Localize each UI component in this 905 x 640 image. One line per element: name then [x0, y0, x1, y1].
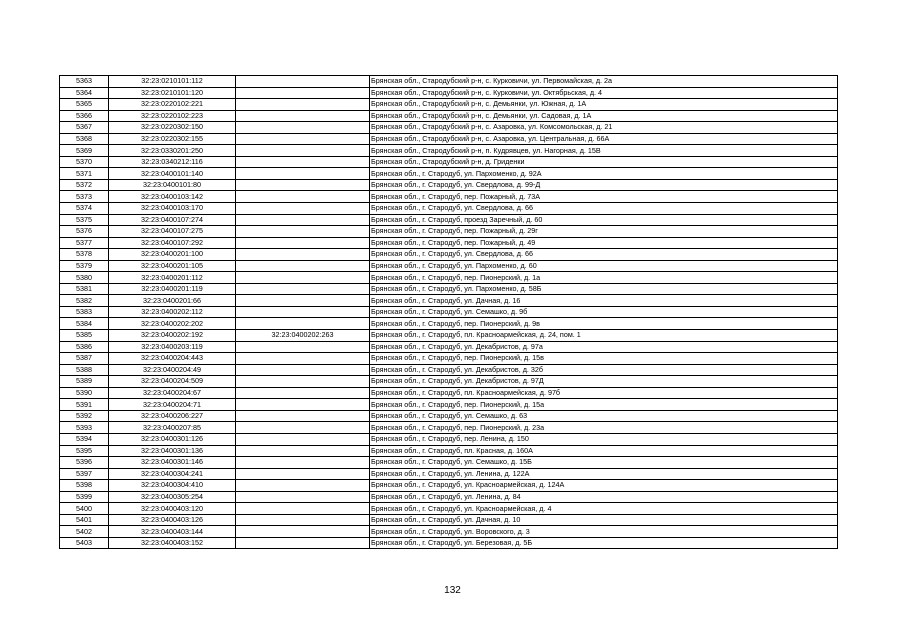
row-number-cell: 5377: [60, 237, 109, 249]
address-cell: Брянская обл., г. Стародуб, ул. Ленина, д. 122А: [370, 468, 838, 480]
address-cell: Брянская обл., Стародубский р-н, с. Азаровка, ул. Комсомольская, д. 21: [370, 122, 838, 134]
cadastral-number-cell: 32:23:0400403:144: [109, 526, 236, 538]
linked-cadastral-number-cell: [236, 306, 370, 318]
row-number-cell: 5382: [60, 295, 109, 307]
row-number-cell: 5396: [60, 457, 109, 469]
cadastral-number-cell: 32:23:0400101:140: [109, 168, 236, 180]
table-row: [60, 122, 838, 134]
row-number-cell: 5393: [60, 422, 109, 434]
row-number-cell: 5373: [60, 191, 109, 203]
cadastral-number-cell: 32:23:0210101:112: [109, 76, 236, 88]
cadastral-number-cell: 32:23:0400207:85: [109, 422, 236, 434]
row-number-cell: 5367: [60, 122, 109, 134]
table-row: [60, 364, 838, 376]
table-row: [60, 376, 838, 388]
address-cell: Брянская обл., г. Стародуб, ул. Пархоменко, д. 58Б: [370, 283, 838, 295]
cadastral-number-cell: 32:23:0400107:292: [109, 237, 236, 249]
address-cell: Брянская обл., Стародубский р-н, с. Курковичи, ул. Октябрьская, д. 4: [370, 87, 838, 99]
address-cell: Брянская обл., Стародубский р-н, с. Демьянки, ул. Южная, д. 1А: [370, 99, 838, 111]
row-number-cell: 5395: [60, 445, 109, 457]
row-number-cell: 5403: [60, 537, 109, 549]
row-number-cell: 5365: [60, 99, 109, 111]
table-row: [60, 237, 838, 249]
address-cell: Брянская обл., г. Стародуб, пл. Красноармейская, д. 24, пом. 1: [370, 330, 838, 342]
cadastral-number-cell: 32:23:0220102:223: [109, 110, 236, 122]
cadastral-number-cell: 32:23:0400305:254: [109, 491, 236, 503]
linked-cadastral-number-cell: [236, 76, 370, 88]
address-cell: Брянская обл., Стародубский р-н, с. Демьянки, ул. Садовая, д. 1А: [370, 110, 838, 122]
linked-cadastral-number-cell: [236, 376, 370, 388]
table-row: [60, 433, 838, 445]
linked-cadastral-number-cell: [236, 145, 370, 157]
address-cell: Брянская обл., г. Стародуб, пер. Пионерский, д. 15в: [370, 353, 838, 365]
address-cell: Брянская обл., г. Стародуб, пл. Красная, д. 160А: [370, 445, 838, 457]
row-number-cell: 5368: [60, 133, 109, 145]
cadastral-number-cell: 32:23:0400103:142: [109, 191, 236, 203]
table-row: [60, 410, 838, 422]
table-row: [60, 387, 838, 399]
address-cell: Брянская обл., г. Стародуб, ул. Дачная, д. 10: [370, 514, 838, 526]
linked-cadastral-number-cell: [236, 457, 370, 469]
row-number-cell: 5394: [60, 433, 109, 445]
row-number-cell: 5399: [60, 491, 109, 503]
table-row: [60, 468, 838, 480]
linked-cadastral-number-cell: [236, 260, 370, 272]
linked-cadastral-number-cell: [236, 537, 370, 549]
linked-cadastral-number-cell: [236, 156, 370, 168]
linked-cadastral-number-cell: [236, 318, 370, 330]
row-number-cell: 5379: [60, 260, 109, 272]
table-row: [60, 330, 838, 342]
address-cell: Брянская обл., г. Стародуб, ул. Семашко, д. 9б: [370, 306, 838, 318]
cadastral-number-cell: 32:23:0400204:509: [109, 376, 236, 388]
address-cell: Брянская обл., г. Стародуб, ул. Свердлова, д. 99-Д: [370, 179, 838, 191]
address-cell: Брянская обл., г. Стародуб, проезд Заречный, д. 60: [370, 214, 838, 226]
cadastral-number-cell: 32:23:0400107:275: [109, 226, 236, 238]
table-row: [60, 249, 838, 261]
table-row: [60, 191, 838, 203]
address-cell: Брянская обл., г. Стародуб, пер. Пионерский, д. 23а: [370, 422, 838, 434]
address-cell: Брянская обл., г. Стародуб, ул. Пархоменко, д. 92А: [370, 168, 838, 180]
cadastral-number-cell: 32:23:0400301:146: [109, 457, 236, 469]
address-cell: Брянская обл., г. Стародуб, ул. Семашко, д. 15Б: [370, 457, 838, 469]
cadastral-number-cell: 32:23:0400204:71: [109, 399, 236, 411]
linked-cadastral-number-cell: [236, 99, 370, 111]
row-number-cell: 5370: [60, 156, 109, 168]
linked-cadastral-number-cell: [236, 133, 370, 145]
address-cell: Брянская обл., г. Стародуб, пер. Пионерский, д. 1а: [370, 272, 838, 284]
cadastral-number-cell: 32:23:0220102:221: [109, 99, 236, 111]
table-row: [60, 145, 838, 157]
row-number-cell: 5381: [60, 283, 109, 295]
table-body: [60, 76, 838, 549]
table-row: [60, 399, 838, 411]
cadastral-number-cell: 32:23:0400201:66: [109, 295, 236, 307]
address-cell: Брянская обл., г. Стародуб, пер. Пожарный, д. 29г: [370, 226, 838, 238]
linked-cadastral-number-cell: [236, 249, 370, 261]
cadastral-number-cell: 32:23:0400206:227: [109, 410, 236, 422]
address-cell: Брянская обл., г. Стародуб, ул. Ленина, д. 84: [370, 491, 838, 503]
linked-cadastral-number-cell: [236, 203, 370, 215]
linked-cadastral-number-cell: [236, 168, 370, 180]
table-row: [60, 110, 838, 122]
linked-cadastral-number-cell: [236, 410, 370, 422]
row-number-cell: 5400: [60, 503, 109, 515]
linked-cadastral-number-cell: [236, 226, 370, 238]
cadastral-number-cell: 32:23:0400202:202: [109, 318, 236, 330]
row-number-cell: 5378: [60, 249, 109, 261]
address-cell: Брянская обл., г. Стародуб, ул. Воровского, д. 3: [370, 526, 838, 538]
table-row: [60, 214, 838, 226]
table-row: [60, 295, 838, 307]
address-cell: Брянская обл., г. Стародуб, ул. Пархоменко, д. 60: [370, 260, 838, 272]
cadastral-number-cell: 32:23:0400304:410: [109, 480, 236, 492]
linked-cadastral-number-cell: [236, 110, 370, 122]
address-cell: Брянская обл., г. Стародуб, ул. Свердлова, д. 66: [370, 203, 838, 215]
cadastral-number-cell: 32:23:0400301:126: [109, 433, 236, 445]
linked-cadastral-number-cell: [236, 272, 370, 284]
cadastral-number-cell: 32:23:0400203:119: [109, 341, 236, 353]
table-row: [60, 318, 838, 330]
cadastral-number-cell: 32:23:0400201:100: [109, 249, 236, 261]
linked-cadastral-number-cell: [236, 514, 370, 526]
cadastral-number-cell: 32:23:0330201:250: [109, 145, 236, 157]
row-number-cell: 5390: [60, 387, 109, 399]
cadastral-number-cell: 32:23:0400204:67: [109, 387, 236, 399]
linked-cadastral-number-cell: [236, 214, 370, 226]
address-cell: Брянская обл., г. Стародуб, пл. Красноармейская, д. 97б: [370, 387, 838, 399]
linked-cadastral-number-cell: [236, 445, 370, 457]
table-row: [60, 526, 838, 538]
linked-cadastral-number-cell: [236, 422, 370, 434]
linked-cadastral-number-cell: [236, 341, 370, 353]
cadastral-number-cell: 32:23:0210101:120: [109, 87, 236, 99]
linked-cadastral-number-cell: [236, 353, 370, 365]
linked-cadastral-number-cell: [236, 283, 370, 295]
table-row: [60, 491, 838, 503]
linked-cadastral-number-cell: [236, 491, 370, 503]
cadastral-number-cell: 32:23:0400403:120: [109, 503, 236, 515]
cadastral-number-cell: 32:23:0400304:241: [109, 468, 236, 480]
table-row: [60, 168, 838, 180]
cadastral-number-cell: 32:23:0400201:112: [109, 272, 236, 284]
cadastral-number-cell: 32:23:0400301:136: [109, 445, 236, 457]
table-row: [60, 457, 838, 469]
row-number-cell: 5391: [60, 399, 109, 411]
row-number-cell: 5385: [60, 330, 109, 342]
address-cell: Брянская обл., г. Стародуб, пер. Пионерский, д. 9в: [370, 318, 838, 330]
row-number-cell: 5384: [60, 318, 109, 330]
linked-cadastral-number-cell: [236, 364, 370, 376]
linked-cadastral-number-cell: 32:23:0400202:263: [236, 330, 370, 342]
cadastral-number-cell: 32:23:0400204:443: [109, 353, 236, 365]
row-number-cell: 5380: [60, 272, 109, 284]
table-row: [60, 87, 838, 99]
linked-cadastral-number-cell: [236, 503, 370, 515]
row-number-cell: 5401: [60, 514, 109, 526]
address-cell: Брянская обл., г. Стародуб, ул. Свердлова, д. 66: [370, 249, 838, 261]
row-number-cell: 5363: [60, 76, 109, 88]
address-cell: Брянская обл., Стародубский р-н, с. Азаровка, ул. Центральная, д. 66А: [370, 133, 838, 145]
cadastral-number-cell: 32:23:0400403:126: [109, 514, 236, 526]
table-row: [60, 341, 838, 353]
page-number: 132: [444, 585, 461, 596]
cadastral-number-cell: 32:23:0400107:274: [109, 214, 236, 226]
address-cell: Брянская обл., г. Стародуб, ул. Декабристов, д. 97а: [370, 341, 838, 353]
cadastral-number-cell: 32:23:0340212:116: [109, 156, 236, 168]
address-cell: Брянская обл., г. Стародуб, пер. Ленина, д. 150: [370, 433, 838, 445]
table-row: [60, 283, 838, 295]
table-row: [60, 179, 838, 191]
row-number-cell: 5383: [60, 306, 109, 318]
row-number-cell: 5386: [60, 341, 109, 353]
address-cell: Брянская обл., Стародубский р-н, д. Гриденки: [370, 156, 838, 168]
row-number-cell: 5397: [60, 468, 109, 480]
address-cell: Брянская обл., Стародубский р-н, п. Кудрявцев, ул. Нагорная, д. 15В: [370, 145, 838, 157]
linked-cadastral-number-cell: [236, 399, 370, 411]
cadastral-number-cell: 32:23:0400403:152: [109, 537, 236, 549]
table-row: [60, 514, 838, 526]
table-row: [60, 445, 838, 457]
row-number-cell: 5366: [60, 110, 109, 122]
address-cell: Брянская обл., г. Стародуб, ул. Декабристов, д. 32б: [370, 364, 838, 376]
row-number-cell: 5364: [60, 87, 109, 99]
address-cell: Брянская обл., г. Стародуб, ул. Красноармейская, д. 4: [370, 503, 838, 515]
address-cell: Брянская обл., г. Стародуб, пер. Пионерский, д. 15а: [370, 399, 838, 411]
linked-cadastral-number-cell: [236, 191, 370, 203]
row-number-cell: 5398: [60, 480, 109, 492]
table-row: [60, 133, 838, 145]
table-row: [60, 503, 838, 515]
table-row: [60, 480, 838, 492]
linked-cadastral-number-cell: [236, 179, 370, 191]
row-number-cell: 5372: [60, 179, 109, 191]
linked-cadastral-number-cell: [236, 433, 370, 445]
row-number-cell: 5388: [60, 364, 109, 376]
cadastral-number-cell: 32:23:0400202:192: [109, 330, 236, 342]
table-row: [60, 156, 838, 168]
cadastral-number-cell: 32:23:0220302:150: [109, 122, 236, 134]
row-number-cell: 5402: [60, 526, 109, 538]
row-number-cell: 5389: [60, 376, 109, 388]
address-cell: Брянская обл., г. Стародуб, пер. Пожарный, д. 49: [370, 237, 838, 249]
table-row: [60, 260, 838, 272]
cadastral-number-cell: 32:23:0400103:170: [109, 203, 236, 215]
row-number-cell: 5369: [60, 145, 109, 157]
linked-cadastral-number-cell: [236, 295, 370, 307]
address-cell: Брянская обл., Стародубский р-н, с. Курковичи, ул. Первомайская, д. 2а: [370, 76, 838, 88]
linked-cadastral-number-cell: [236, 468, 370, 480]
table-row: [60, 226, 838, 238]
cadastral-number-cell: 32:23:0400204:49: [109, 364, 236, 376]
row-number-cell: 5392: [60, 410, 109, 422]
linked-cadastral-number-cell: [236, 237, 370, 249]
table-row: [60, 353, 838, 365]
row-number-cell: 5376: [60, 226, 109, 238]
cadastral-number-cell: 32:23:0400201:119: [109, 283, 236, 295]
address-cell: Брянская обл., г. Стародуб, ул. Красноармейская, д. 124А: [370, 480, 838, 492]
row-number-cell: 5387: [60, 353, 109, 365]
table-row: [60, 76, 838, 88]
table-row: [60, 306, 838, 318]
row-number-cell: 5375: [60, 214, 109, 226]
address-cell: Брянская обл., г. Стародуб, пер. Пожарный, д. 73А: [370, 191, 838, 203]
linked-cadastral-number-cell: [236, 122, 370, 134]
table-row: [60, 272, 838, 284]
linked-cadastral-number-cell: [236, 526, 370, 538]
cadastral-number-cell: 32:23:0400101:80: [109, 179, 236, 191]
cadastral-number-cell: 32:23:0220302:155: [109, 133, 236, 145]
address-cell: Брянская обл., г. Стародуб, ул. Березовая, д. 5Б: [370, 537, 838, 549]
table-row: [60, 99, 838, 111]
table-row: [60, 203, 838, 215]
address-cell: Брянская обл., г. Стародуб, ул. Декабристов, д. 97Д: [370, 376, 838, 388]
linked-cadastral-number-cell: [236, 87, 370, 99]
property-table: [59, 75, 838, 549]
row-number-cell: 5374: [60, 203, 109, 215]
table-row: [60, 537, 838, 549]
address-cell: Брянская обл., г. Стародуб, ул. Дачная, д. 16: [370, 295, 838, 307]
table-row: [60, 422, 838, 434]
row-number-cell: 5371: [60, 168, 109, 180]
cadastral-number-cell: 32:23:0400201:105: [109, 260, 236, 272]
linked-cadastral-number-cell: [236, 480, 370, 492]
address-cell: Брянская обл., г. Стародуб, ул. Семашко, д. 63: [370, 410, 838, 422]
linked-cadastral-number-cell: [236, 387, 370, 399]
cadastral-number-cell: 32:23:0400202:112: [109, 306, 236, 318]
